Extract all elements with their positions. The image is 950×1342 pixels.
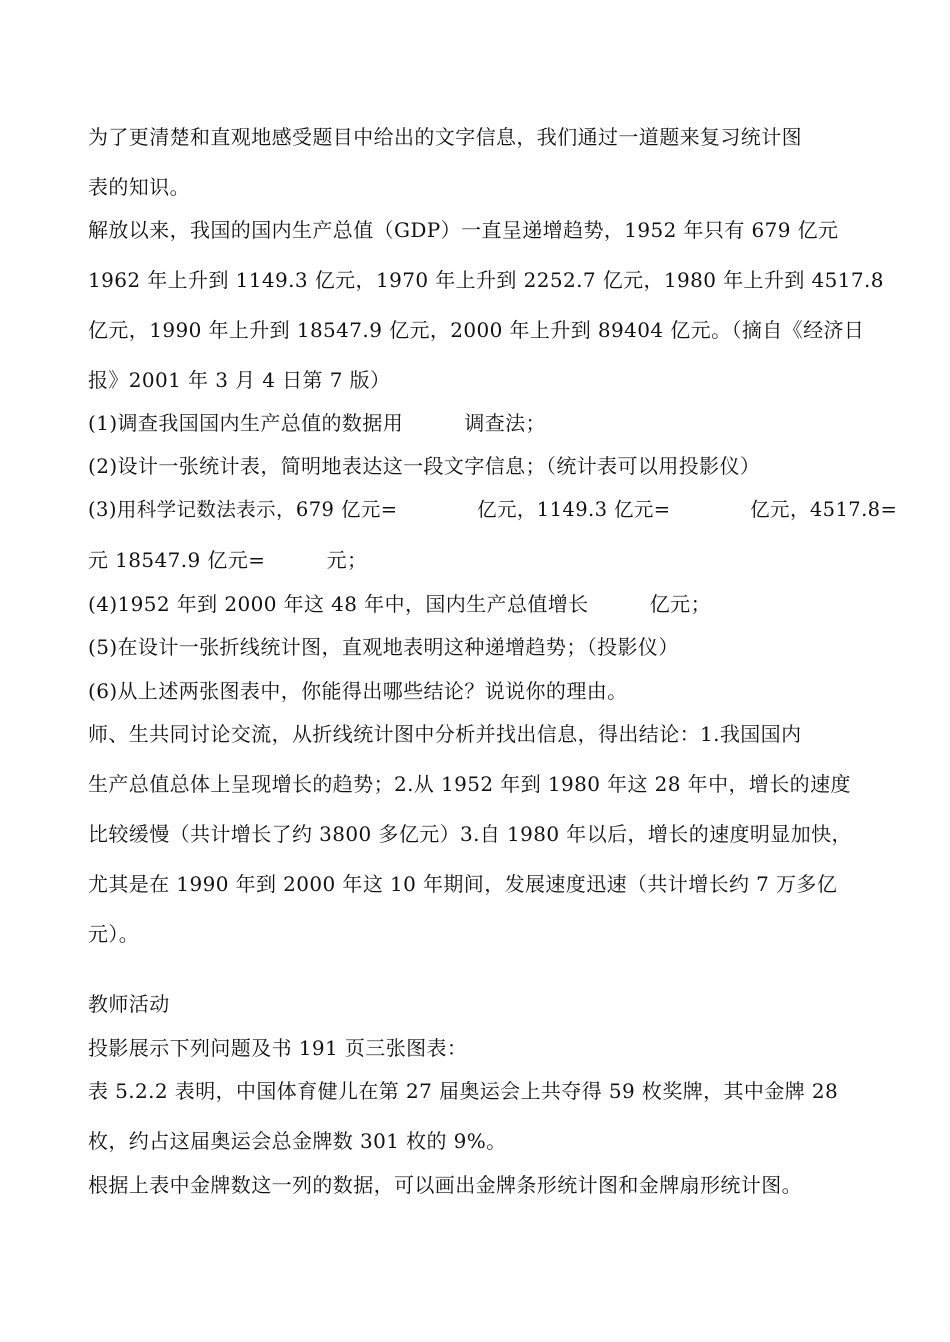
paragraph-line: 比较缓慢（共计增长了约 3800 多亿元）3.自 1980 年以后，增长的速度明显加快， xyxy=(88,822,852,846)
paragraph-line: 表的知识。 xyxy=(88,175,190,199)
paragraph-line: 报》2001 年 3 月 4 日第 7 版） xyxy=(88,368,391,392)
question-1: (1)调查我国国内生产总值的数据用 调查法； xyxy=(88,411,546,435)
paragraph-line: 尤其是在 1990 年到 2000 年这 10 年期间，发展速度迅速（共计增长约 7 万多亿 xyxy=(88,872,838,896)
paragraph-line: 根据上表中金牌数这一列的数据，可以画出金牌条形统计图和金牌扇形统计图。 xyxy=(88,1173,802,1197)
question-5: (5)在设计一张折线统计图，直观地表明这种递增趋势；（投影仪） xyxy=(88,635,679,659)
paragraph-line: 投影展示下列问题及书 191 页三张图表： xyxy=(88,1036,468,1060)
paragraph-line: 生产总值总体上呈现增长的趋势；2.从 1952 年到 1980 年这 28 年中，增长的速度 xyxy=(88,772,851,796)
question-6: (6)从上述两张图表中，你能得出哪些结论？说说你的理由。 xyxy=(88,679,628,703)
paragraph-line: 表 5.2.2 表明，中国体育健儿在第 27 届奥运会上共夺得 59 枚奖牌，其中金牌 28 xyxy=(88,1079,839,1103)
question-3: (3)用科学记数法表示，679 亿元= 亿元，1149.3 亿元= 亿元，4517.8= xyxy=(88,498,898,521)
paragraph-line: 枚，约占这届奥运会总金牌数 301 枚的 9%。 xyxy=(88,1129,507,1153)
paragraph-line: 元）。 xyxy=(88,922,140,946)
paragraph-line: 1962 年上升到 1149.3 亿元，1970 年上升到 2252.7 亿元，1980 年上升到 4517.8 xyxy=(88,268,884,292)
question-3-continued: 元 18547.9 亿元= 元； xyxy=(88,548,368,572)
question-4: (4)1952 年到 2000 年这 48 年中，国内生产总值增长 亿元； xyxy=(88,592,711,616)
paragraph-line: 为了更清楚和直观地感受题目中给出的文字信息，我们通过一道题来复习统计图 xyxy=(88,125,802,149)
paragraph-line: 解放以来，我国的国内生产总值（GDP）一直呈递增趋势，1952 年只有 679 亿元 xyxy=(88,218,839,242)
paragraph-line: 师、生共同讨论交流，从折线统计图中分析并找出信息，得出结论：1.我国国内 xyxy=(88,722,802,746)
section-heading: 教师活动 xyxy=(88,992,170,1016)
question-2: (2)设计一张统计表，简明地表达这一段文字信息；（统计表可以用投影仪） xyxy=(88,454,761,478)
paragraph-line: 亿元，1990 年上升到 18547.9 亿元，2000 年上升到 89404 亿元。（摘自《经济日 xyxy=(88,318,865,342)
